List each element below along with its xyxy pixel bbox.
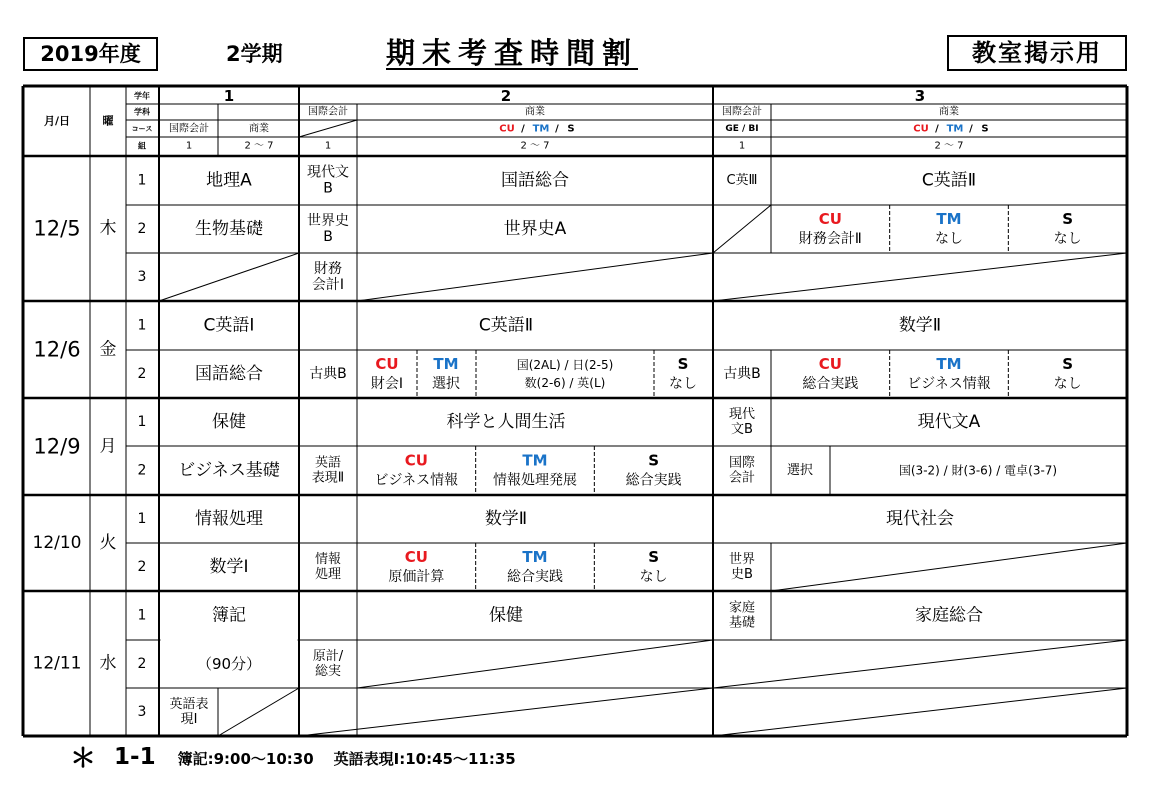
- period-number: 1: [137, 607, 147, 624]
- exam-subject: 英語表: [169, 697, 209, 713]
- page-title: 期末考査時間割: [386, 36, 639, 70]
- exam-subject: ビジネス基礎: [178, 460, 280, 481]
- period-number: 2: [137, 559, 147, 575]
- exam-duration: （90分）: [196, 655, 262, 673]
- exam-subject-intl: 総実: [314, 663, 342, 679]
- exam-subject: 科学と人間生活: [446, 412, 566, 432]
- hdr-group: 組: [138, 141, 146, 151]
- hdr-g3-course-slash: /: [969, 123, 973, 135]
- exam-subject: 現Ⅰ: [180, 711, 198, 727]
- course-cu: CU: [404, 451, 428, 470]
- day-weekday: 金: [99, 339, 117, 360]
- hdr-date: 月/日: [43, 114, 71, 128]
- course-s-subject: なし: [1053, 376, 1082, 392]
- hdr-diagonal: [299, 120, 357, 137]
- course-s-subject: なし: [1053, 231, 1082, 247]
- exam-subject-intl: 財務: [314, 260, 342, 277]
- classroom-label: 教室掲示用: [947, 35, 1127, 71]
- hdr-g1-biz-group: 2 ～ 7: [244, 140, 274, 152]
- course-s-subject: なし: [669, 376, 697, 392]
- exam-subject-intl: 現代: [728, 407, 756, 423]
- exam-subject: 数学Ⅱ: [898, 315, 942, 336]
- hdr-g3-biz-group: 2 ～ 7: [934, 140, 964, 152]
- hdr-weekday: 曜: [102, 114, 114, 128]
- hdr-course: コース: [131, 125, 153, 133]
- hdr-g3-biz: 商業: [939, 106, 959, 118]
- exam-subject-intl: B: [323, 180, 333, 197]
- exam-subject: 保健: [212, 412, 246, 432]
- exam-subject-intl: 世界史: [307, 212, 349, 229]
- exam-subject: 現代社会: [886, 509, 954, 529]
- day-weekday: 水: [99, 653, 117, 674]
- hdr-g2-course-cu: CU: [499, 123, 515, 135]
- no-exam-diagonal: [159, 253, 299, 301]
- day-weekday: 火: [99, 533, 117, 553]
- year-label: 2019年度: [23, 37, 158, 71]
- course-s: S: [648, 548, 660, 566]
- exam-subject: 数学Ⅰ: [209, 557, 249, 577]
- exam-subject-intl: 古典B: [723, 366, 761, 382]
- footnote: [70, 738, 516, 775]
- no-exam-diagonal: [713, 640, 1127, 688]
- no-exam-diagonal: [357, 640, 713, 688]
- hdr-g3-intl-course: GE / BI: [725, 124, 759, 134]
- day-date: 12/10: [32, 533, 82, 553]
- no-exam-diagonal: [357, 253, 713, 301]
- course-cu: CU: [818, 355, 842, 373]
- note-star: ＊: [70, 744, 97, 774]
- elective-options: 国(2AL) / 日(2-5): [516, 358, 614, 372]
- exam-subject: C英語Ⅱ: [921, 170, 977, 191]
- no-exam-diagonal: [771, 543, 1127, 591]
- course-cu-subject: 財会Ⅰ: [370, 376, 404, 392]
- period-number: 2: [137, 221, 147, 237]
- period-number: 2: [137, 462, 147, 479]
- course-cu: CU: [404, 548, 428, 566]
- hdr-grade-1: 1: [223, 87, 235, 105]
- period-number: 3: [137, 269, 147, 285]
- note-eigo-time: 英語表現Ⅰ:10:45～11:35: [333, 750, 516, 768]
- hdr-g2-biz: 商業: [525, 106, 545, 118]
- table-text: [33, 87, 1082, 727]
- hdr-g3-course-tm: TM: [946, 123, 964, 135]
- exam-subject-intl: 処理: [314, 566, 342, 582]
- exam-subject-intl: B: [323, 229, 333, 246]
- hdr-g1-intl: 国際会計: [169, 123, 209, 135]
- hdr-g2-course-slash: /: [521, 123, 525, 135]
- exam-subject: 簿記: [212, 605, 246, 626]
- exam-subject-intl: 文B: [731, 421, 753, 437]
- no-exam-diagonal: [713, 205, 771, 253]
- hdr-g2-course-tm: TM: [532, 123, 550, 135]
- exam-subject: 保健: [489, 605, 523, 626]
- exam-subject: 国語総合: [501, 170, 569, 191]
- hdr-g3-intl-group: 1: [738, 140, 746, 152]
- course-tm: TM: [522, 451, 548, 470]
- elective-label: 選択: [786, 463, 814, 478]
- hdr-g2-intl-group: 1: [324, 140, 332, 152]
- exam-subject-intl: 会計Ⅰ: [311, 277, 345, 294]
- hdr-g1-biz: 商業: [249, 123, 269, 135]
- course-tm-subject: 総合実践: [507, 569, 563, 585]
- day-weekday: 木: [99, 218, 117, 239]
- exam-subject-intl: 現代文: [307, 164, 349, 181]
- period-number: 2: [137, 366, 147, 382]
- period-number: 1: [137, 414, 147, 430]
- exam-subject: 国語総合: [195, 364, 263, 384]
- hdr-grade-3: 3: [914, 87, 926, 105]
- day-weekday: 月: [99, 436, 117, 457]
- hdr-grade-2: 2: [500, 87, 512, 105]
- exam-subject-intl: 国際: [728, 455, 756, 471]
- course-cu-subject: 原価計算: [388, 569, 445, 585]
- day-date: 12/9: [33, 434, 81, 459]
- hdr-g2-course-slash: /: [555, 123, 559, 135]
- course-cu-subject: ビジネス情報: [374, 472, 459, 489]
- hdr-g3-course-cu: CU: [913, 123, 929, 135]
- exam-subject: C英語Ⅰ: [203, 315, 255, 336]
- hdr-g2-course-s: S: [567, 123, 575, 135]
- note-boki-time: 簿記:9:00～10:30: [177, 750, 314, 768]
- course-cu: CU: [375, 355, 399, 373]
- course-cu: CU: [818, 210, 842, 228]
- exam-subject-intl: 世界: [728, 552, 756, 568]
- course-s-subject: なし: [639, 569, 668, 585]
- hdr-g1-intl-group: 1: [185, 140, 193, 152]
- exam-subject: 世界史A: [503, 219, 567, 239]
- hdr-dept: 学科: [134, 107, 150, 117]
- course-cu-subject: 総合実践: [802, 376, 859, 392]
- course-tm: TM: [936, 355, 962, 373]
- hdr-g3-intl: 国際会計: [722, 106, 762, 118]
- hdr-g3-course-s: S: [981, 123, 989, 135]
- exam-subject-intl: 基礎: [728, 615, 756, 631]
- exam-subject: 数学Ⅱ: [484, 509, 528, 529]
- day-date: 12/11: [32, 653, 82, 674]
- no-exam-diagonal: [713, 253, 1127, 301]
- course-tm-subject: 情報処理発展: [493, 472, 577, 489]
- term-label: 2学期: [226, 42, 283, 66]
- course-tm: TM: [433, 355, 459, 373]
- course-cu-subject: 財務会計Ⅱ: [798, 231, 862, 247]
- exam-subject-intl: 会計: [728, 470, 756, 486]
- no-exam-diagonal: [713, 688, 1127, 736]
- period-number: 1: [137, 511, 147, 527]
- hdr-g2-biz-group: 2 ～ 7: [520, 140, 550, 152]
- exam-subject: 現代文A: [917, 412, 981, 432]
- exam-subject: C英語Ⅱ: [478, 315, 534, 336]
- period-number: 1: [137, 172, 147, 189]
- elective-options: 数(2-6) / 英(L): [524, 376, 606, 390]
- course-tm: TM: [936, 210, 962, 228]
- period-number: 1: [137, 317, 147, 334]
- course-s: S: [677, 355, 689, 373]
- hdr-grade: 学年: [134, 91, 150, 101]
- course-s: S: [1062, 355, 1074, 373]
- hdr-g2-intl: 国際会計: [308, 106, 348, 118]
- exam-subject-intl: 史B: [731, 566, 753, 582]
- period-number: 2: [137, 656, 147, 672]
- exam-subject-intl: 表現Ⅱ: [311, 470, 345, 486]
- course-tm-subject: 選択: [432, 376, 460, 392]
- course-s-subject: 総合実践: [625, 472, 682, 489]
- note-class: 1-1: [114, 744, 156, 770]
- exam-subject-intl: C英Ⅲ: [726, 173, 758, 188]
- exam-subject-intl: 情報: [314, 552, 342, 568]
- period-number: 3: [137, 704, 147, 720]
- course-tm: TM: [522, 548, 548, 566]
- course-s: S: [1062, 210, 1074, 228]
- no-exam-diagonal: [299, 688, 713, 736]
- course-tm-subject: なし: [935, 231, 963, 247]
- hdr-g3-course-slash: /: [935, 123, 939, 135]
- elective-options: 国(3-2) / 財(3-6) / 電卓(3-7): [898, 463, 1058, 478]
- no-exam-diagonal: [218, 688, 299, 736]
- exam-subject-intl: 原計/: [312, 649, 344, 665]
- day-date: 12/5: [33, 216, 81, 241]
- exam-subject: 情報処理: [195, 509, 263, 529]
- exam-subject: 家庭総合: [915, 605, 983, 626]
- exam-subject: 生物基礎: [195, 219, 263, 239]
- course-tm-subject: ビジネス情報: [907, 376, 991, 392]
- exam-subject-intl: 英語: [314, 455, 342, 471]
- exam-subject-intl: 家庭: [728, 600, 756, 616]
- exam-subject: 地理A: [206, 170, 252, 191]
- day-date: 12/6: [33, 337, 81, 362]
- merged-cell-mask: [161, 639, 298, 642]
- exam-subject-intl: 古典B: [309, 366, 347, 382]
- course-s: S: [648, 451, 660, 470]
